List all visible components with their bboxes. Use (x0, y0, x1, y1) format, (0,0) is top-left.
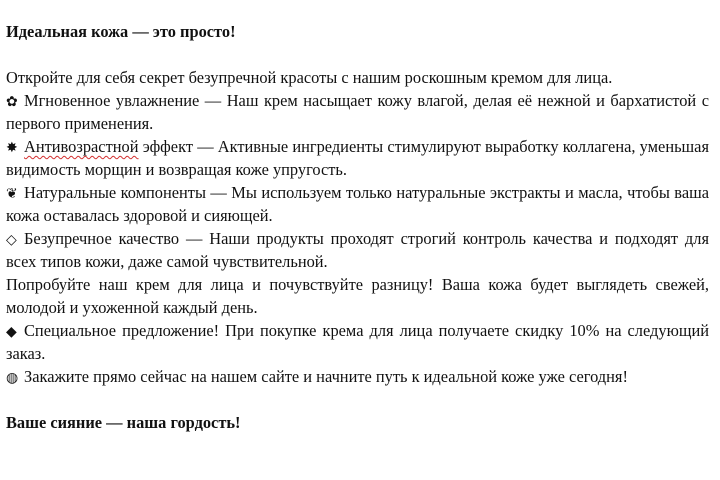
offer-paragraph (6, 319, 709, 365)
order-text: Закажите прямо сейчас на нашем сайте и начните путь к идеальной коже уже сегодня! (24, 367, 628, 386)
feature-quality (6, 227, 709, 273)
blank-line (6, 43, 709, 66)
maple-leaf-icon: ✸ (6, 140, 18, 156)
cta-paragraph: Попробуйте наш крем для лица и почувствуйте разницу! Ваша кожа будет выглядеть свежей, молодой и ухоженной каждый день. (6, 275, 709, 317)
intro-paragraph: Откройте для себя секрет безупречной красоты с нашим роскошным кремом для лица. (6, 68, 613, 87)
feature-text: эффект — Активные ингредиенты стимулируют выработку коллагена, уменьшая видимость морщин и возвращая коже упругость. (6, 137, 709, 179)
leaf-icon: ❦ (6, 186, 18, 202)
offer-text: Специальное предложение! При покупке крема для лица получаете скидку 10% на следующий заказ. (6, 321, 709, 363)
closing-line: Ваше сияние — наша гордость! (6, 413, 241, 432)
feature-natural (6, 181, 709, 227)
feature-text: Безупречное качество — Наши продукты проходят строгий контроль качества и подходят для всех типов кожи, даже самой чувствительной. (6, 229, 709, 271)
document-body (6, 20, 709, 434)
order-paragraph (6, 365, 709, 388)
blank-line (6, 388, 709, 411)
feature-moisturizing (6, 89, 709, 135)
misspelled-word[interactable]: Антивозрастной (24, 137, 139, 156)
flower-icon: ✿ (6, 94, 18, 110)
document-title: Идеальная кожа — это просто! (6, 22, 236, 41)
small-diamond-icon: ◆ (6, 324, 17, 340)
feature-text: Мгновенное увлажнение — Наш крем насыщает кожу влагой, делая её нежной и бархатистой с первого применения. (6, 91, 709, 133)
feature-anti-aging (6, 135, 709, 181)
feature-text: Натуральные компоненты — Мы используем только натуральные экстракты и масла, чтобы ваша кожа оставалась здоровой и сияющей. (6, 183, 709, 225)
globe-icon: ◍ (6, 370, 19, 386)
diamond-icon: ◇ (6, 232, 17, 248)
